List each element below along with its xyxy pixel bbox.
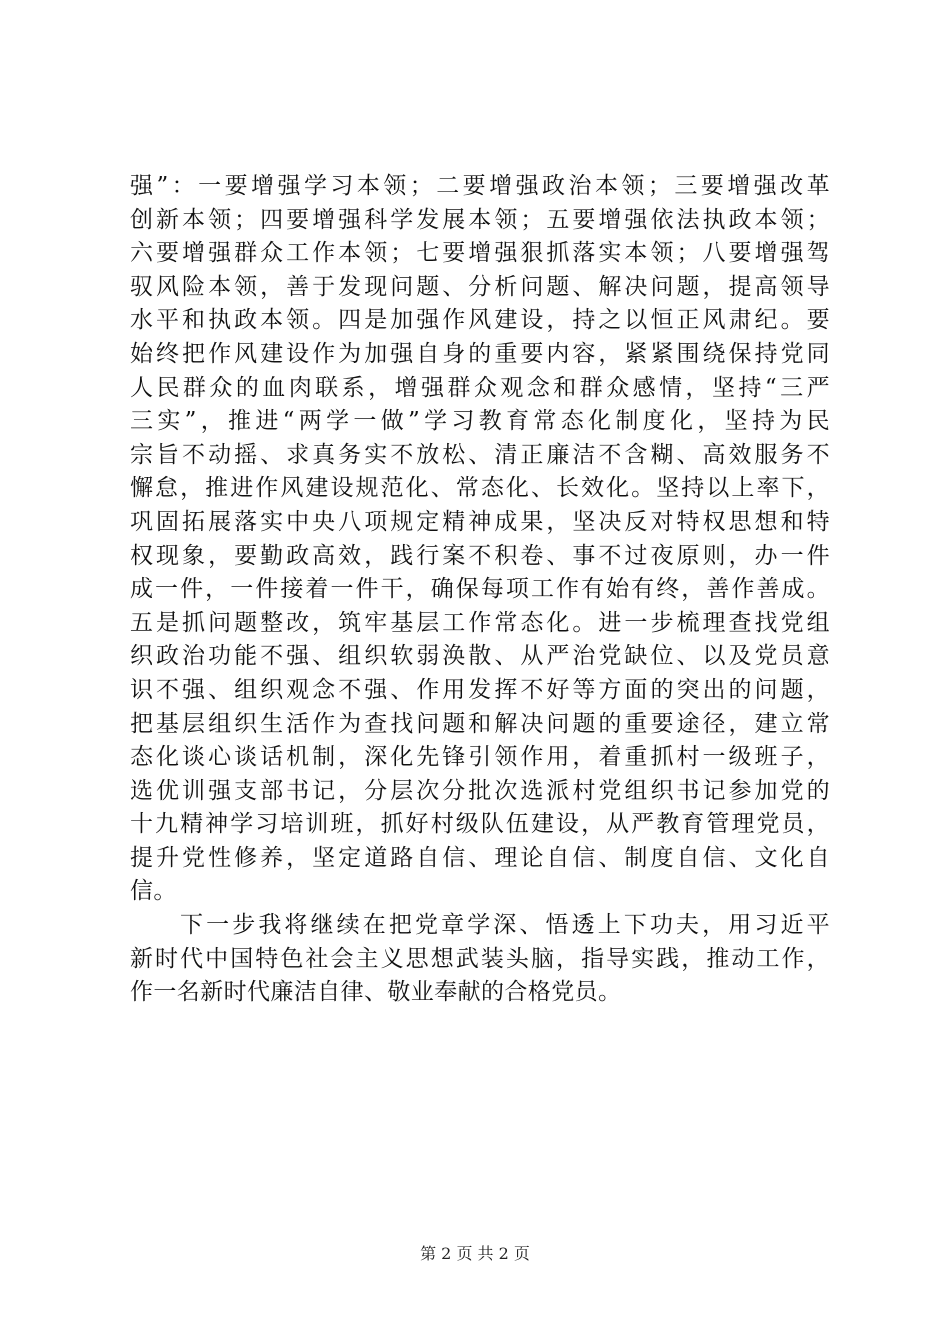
- text-line: 作一名新时代廉洁自律、敬业奉献的合格党员。: [130, 979, 622, 1006]
- text-line: 驭风险本领，善于发现问题、分析问题、解决问题，提高领导: [130, 273, 830, 300]
- text-line: 创新本领；四要增强科学发展本领；五要增强依法执政本领；: [130, 206, 830, 233]
- document-body: [130, 170, 830, 1010]
- text-line: 懈怠，推进作风建设规范化、常态化、长效化。坚持以上率下，: [130, 475, 830, 502]
- text-line: 宗旨不动摇、求真务实不放松、清正廉洁不含糊、高效服务不: [130, 441, 830, 468]
- text-line: 始终把作风建设作为加强自身的重要内容，紧紧围绕保持党同: [130, 340, 830, 367]
- page-footer: 第 2 页 共 2 页: [420, 1244, 530, 1263]
- text-line: 新时代中国特色社会主义思想武装头脑，指导实践，推动工作，: [130, 945, 830, 972]
- text-line: 提升党性修养，坚定道路自信、理论自信、制度自信、文化自: [130, 844, 830, 871]
- text-line: 强”：一要增强学习本领；二要增强政治本领；三要增强改革: [130, 173, 830, 199]
- text-line: 三实”，推进“两学一做”学习教育常态化制度化，坚持为民: [130, 408, 830, 435]
- text-line: 十九精神学习培训班，抓好村级队伍建设，从严教育管理党员，: [130, 811, 830, 838]
- text-line: 把基层组织生活作为查找问题和解决问题的重要途径，建立常: [130, 710, 830, 737]
- text-line: 水平和执政本领。四是加强作风建设，持之以恒正风肃纪。要: [130, 307, 830, 334]
- text-line: 巩固拓展落实中央八项规定精神成果，坚决反对特权思想和特: [130, 508, 830, 535]
- text-line: 态化谈心谈话机制，深化先锋引领作用，着重抓村一级班子，: [130, 744, 830, 771]
- text-line: 五是抓问题整改，筑牢基层工作常态化。进一步梳理查找党组: [130, 609, 830, 636]
- text-line: 权现象，要勤政高效，践行案不积卷、事不过夜原则，办一件: [130, 542, 830, 569]
- text-line: 信。: [130, 878, 177, 905]
- text-line: 识不强、组织观念不强、作用发挥不好等方面的突出的问题，: [130, 676, 830, 703]
- text-line: 六要增强群众工作本领；七要增强狠抓落实本领；八要增强驾: [130, 240, 830, 267]
- paragraph-first-line: 下一步我将继续在把党章学深、悟透上下功夫，用习近平: [180, 912, 830, 939]
- text-line: 织政治功能不强、组织软弱涣散、从严治党缺位、以及党员意: [130, 643, 830, 670]
- text-line: 成一件，一件接着一件干，确保每项工作有始有终，善作善成。: [130, 576, 830, 603]
- text-line: 人民群众的血肉联系，增强群众观念和群众感情，坚持“三严: [130, 374, 830, 401]
- text-line: 选优训强支部书记，分层次分批次选派村党组织书记参加党的: [130, 777, 830, 804]
